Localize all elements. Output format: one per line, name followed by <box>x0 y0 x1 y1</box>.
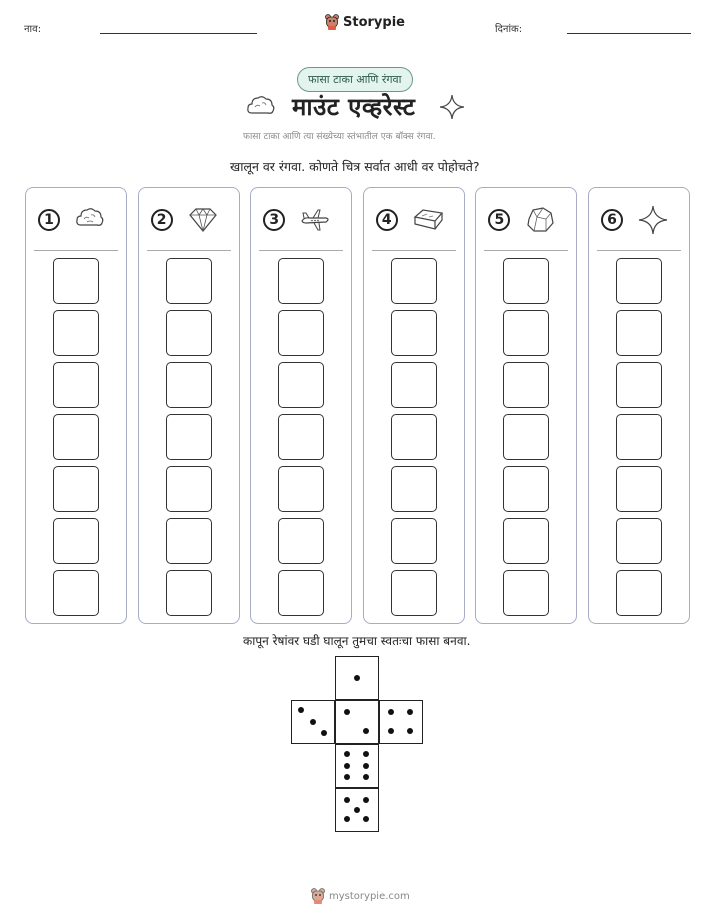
column-divider <box>34 250 118 251</box>
color-box[interactable] <box>391 466 437 512</box>
color-box[interactable] <box>278 362 324 408</box>
color-box[interactable] <box>616 362 662 408</box>
color-box[interactable] <box>53 466 99 512</box>
color-box[interactable] <box>503 258 549 304</box>
cloud-icon <box>74 205 106 235</box>
die-pip <box>354 675 360 681</box>
sparkle-icon <box>637 205 669 235</box>
column-number: 3 <box>263 209 285 231</box>
die-pip <box>321 730 327 736</box>
color-box[interactable] <box>278 570 324 616</box>
date-line[interactable] <box>567 33 691 34</box>
color-box[interactable] <box>53 310 99 356</box>
color-box[interactable] <box>616 570 662 616</box>
die-face-5 <box>335 788 379 832</box>
column-2 <box>138 187 240 624</box>
color-box[interactable] <box>278 310 324 356</box>
column-divider <box>259 250 343 251</box>
die-pip <box>363 763 369 769</box>
brand-logo <box>325 14 405 30</box>
die-pip <box>344 763 350 769</box>
column-4 <box>363 187 465 624</box>
die-pip <box>298 707 304 713</box>
subtitle: फासा टाका आणि त्या संख्येच्या स्तंभातील एक बॉक्स रंगवा. <box>243 132 436 142</box>
column-number: 6 <box>601 209 623 231</box>
column-divider <box>372 250 456 251</box>
name-label: नाव: <box>24 24 42 35</box>
die-pip <box>354 807 360 813</box>
color-box[interactable] <box>503 310 549 356</box>
column-5 <box>475 187 577 624</box>
die-face-2 <box>335 700 379 744</box>
die-pip <box>344 797 350 803</box>
column-1 <box>25 187 127 624</box>
column-number: 2 <box>151 209 173 231</box>
color-box[interactable] <box>503 518 549 564</box>
column-6 <box>588 187 690 624</box>
color-box[interactable] <box>166 310 212 356</box>
die-face-3 <box>291 700 335 744</box>
column-3 <box>250 187 352 624</box>
page-title: माउंट एव्हरेस्ट <box>292 93 416 121</box>
color-box[interactable] <box>53 258 99 304</box>
color-box[interactable] <box>53 570 99 616</box>
name-line[interactable] <box>100 33 257 34</box>
color-box[interactable] <box>616 258 662 304</box>
color-box[interactable] <box>53 518 99 564</box>
color-box[interactable] <box>503 570 549 616</box>
die-pip <box>363 774 369 780</box>
diamond-icon <box>187 205 219 235</box>
die-pip <box>344 816 350 822</box>
cloud-icon <box>246 93 276 119</box>
die-face-6 <box>335 744 379 788</box>
die-face-4 <box>379 700 423 744</box>
column-divider <box>147 250 231 251</box>
color-box[interactable] <box>53 362 99 408</box>
die-pip <box>407 728 413 734</box>
brand-name: Storypie <box>343 14 405 30</box>
color-box[interactable] <box>503 362 549 408</box>
color-box[interactable] <box>166 518 212 564</box>
color-box[interactable] <box>166 570 212 616</box>
footer-url: mystorypie.com <box>329 890 410 902</box>
color-box[interactable] <box>278 258 324 304</box>
color-box[interactable] <box>503 466 549 512</box>
die-pip <box>344 751 350 757</box>
storypie-mascot-icon <box>311 888 325 904</box>
activity-pill: फासा टाका आणि रंगवा <box>297 67 413 92</box>
die-pip <box>363 728 369 734</box>
color-box[interactable] <box>391 362 437 408</box>
color-box[interactable] <box>616 518 662 564</box>
color-box[interactable] <box>616 466 662 512</box>
column-divider <box>484 250 568 251</box>
column-number: 4 <box>376 209 398 231</box>
column-number: 5 <box>488 209 510 231</box>
die-pip <box>310 719 316 725</box>
color-box[interactable] <box>53 414 99 460</box>
color-box[interactable] <box>278 466 324 512</box>
die-pip <box>344 774 350 780</box>
color-box[interactable] <box>278 414 324 460</box>
sparkle-icon <box>439 94 465 120</box>
die-pip <box>388 709 394 715</box>
die-pip <box>363 751 369 757</box>
color-box[interactable] <box>391 570 437 616</box>
color-box[interactable] <box>391 414 437 460</box>
footer <box>311 888 410 904</box>
color-box[interactable] <box>166 362 212 408</box>
storypie-mascot-icon <box>325 14 339 30</box>
column-number: 1 <box>38 209 60 231</box>
rock-icon <box>524 205 556 235</box>
color-box[interactable] <box>166 466 212 512</box>
die-pip <box>363 816 369 822</box>
color-box[interactable] <box>391 518 437 564</box>
airplane-icon <box>299 205 331 235</box>
column-divider <box>597 250 681 251</box>
color-box[interactable] <box>616 414 662 460</box>
color-box[interactable] <box>278 518 324 564</box>
color-box[interactable] <box>166 258 212 304</box>
die-face-1 <box>335 656 379 700</box>
ice-block-icon <box>412 205 444 235</box>
die-pip <box>344 709 350 715</box>
color-box[interactable] <box>391 258 437 304</box>
color-box[interactable] <box>166 414 212 460</box>
instruction: खालून वर रंगवा. कोणते चित्र सर्वात आधी वर पोहोचते? <box>230 159 480 174</box>
die-pip <box>407 709 413 715</box>
die-pip <box>363 797 369 803</box>
color-box[interactable] <box>391 310 437 356</box>
die-pip <box>388 728 394 734</box>
color-box[interactable] <box>503 414 549 460</box>
date-label: दिनांक: <box>495 24 523 35</box>
color-box[interactable] <box>616 310 662 356</box>
die-instruction: कापून रेषांवर घडी घालून तुमचा स्वतःचा फासा बनवा. <box>243 634 471 648</box>
